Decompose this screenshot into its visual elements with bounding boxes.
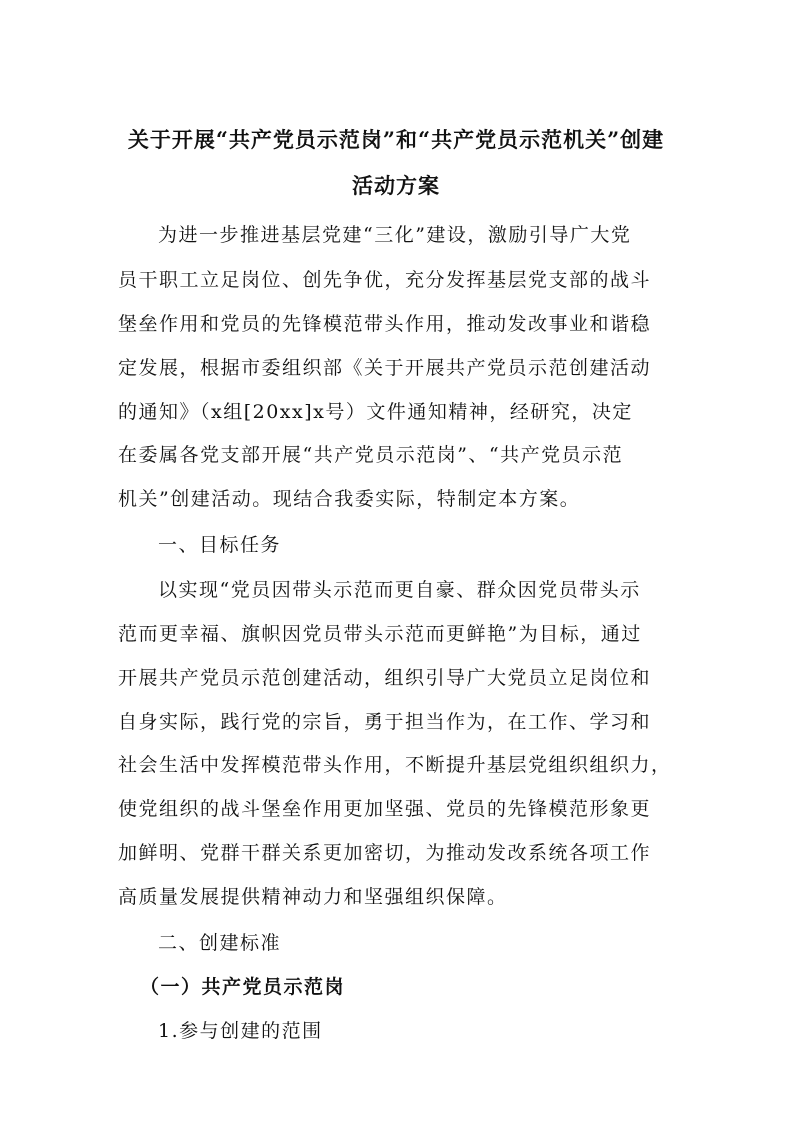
subsection-heading: （一）共产党员示范岗 bbox=[140, 976, 346, 998]
paragraph-line: 高质量发展提供精神动力和坚强组织保障。 bbox=[118, 886, 508, 908]
section-heading-1: 一、目标任务 bbox=[158, 534, 282, 556]
paragraph-line: 定发展，根据市委组织部《关于开展共产党员示范创建活动 bbox=[118, 357, 652, 379]
paragraph-line: 以实现“党员因带头示范而更自豪、群众因党员带头示 bbox=[158, 579, 641, 601]
paragraph-line: 为进一步推进基层党建“三化”建设，激励引导广大党 bbox=[158, 224, 632, 246]
list-item-heading: 1.参与创建的范围 bbox=[158, 1020, 323, 1042]
paragraph-line: 员干职工立足岗位、创先争优，充分发挥基层党支部的战斗 bbox=[118, 269, 652, 291]
paragraph-line: 开展共产党员示范创建活动，组织引导广大党员立足岗位和 bbox=[118, 667, 652, 689]
paragraph-line: 范而更幸福、旗帜因党员带头示范而更鲜艳”为目标，通过 bbox=[118, 623, 642, 645]
document-title-line-1: 关于开展“共产党员示范岗”和“共产党员示范机关”创建 bbox=[127, 127, 665, 152]
paragraph-line: 在委属各党支部开展“共产党员示范岗”、“共产党员示范 bbox=[118, 444, 624, 466]
section-heading-2: 二、创建标准 bbox=[158, 932, 282, 954]
document-title-line-2: 活动方案 bbox=[352, 173, 440, 198]
paragraph-line: 加鲜明、党群干群关系更加密切，为推动发改系统各项工作 bbox=[118, 842, 652, 864]
paragraph-line: 社会生活中发挥模范带头作用，不断提升基层党组织组织力， bbox=[118, 754, 672, 776]
paragraph-line: 自身实际，践行党的宗旨，勇于担当作为，在工作、学习和 bbox=[118, 711, 652, 733]
paragraph-line: 堡垒作用和党员的先锋模范带头作用，推动发改事业和谐稳 bbox=[118, 313, 652, 335]
paragraph-line: 使党组织的战斗堡垒作用更加坚强、党员的先锋模范形象更 bbox=[118, 798, 652, 820]
paragraph-line: 机关”创建活动。现结合我委实际，特制定本方案。 bbox=[118, 488, 581, 510]
paragraph-line: 的通知》（x组[20xx]x号）文件通知精神，经研究，决定 bbox=[118, 401, 633, 423]
